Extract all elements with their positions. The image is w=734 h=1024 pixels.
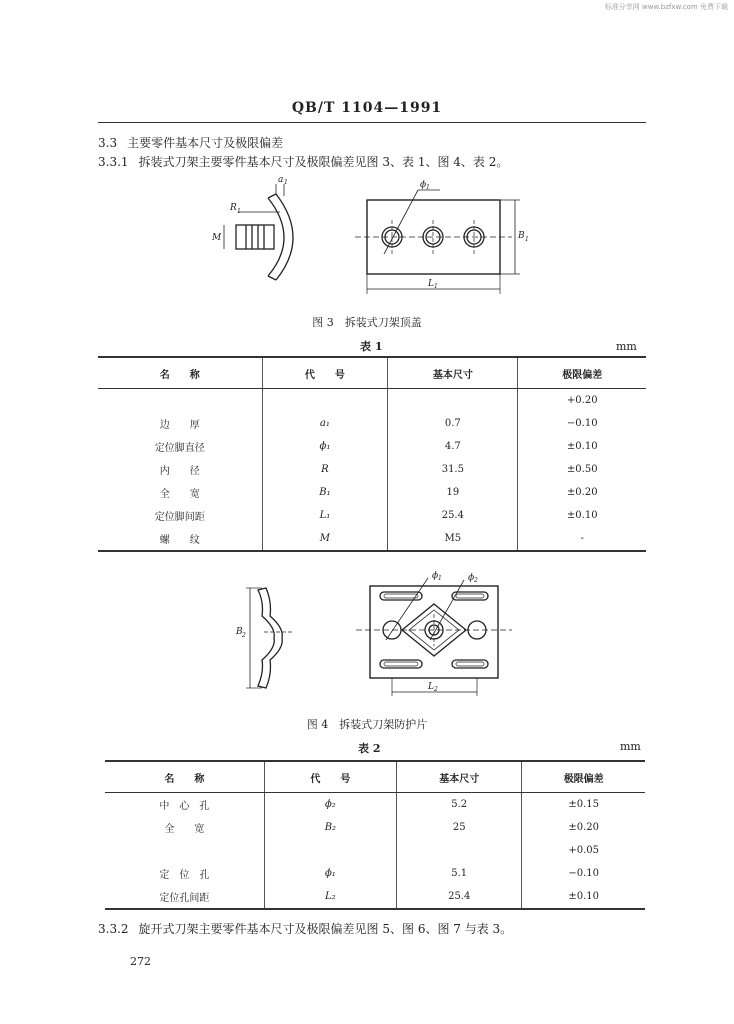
cell-tolerance: +0.05 xyxy=(522,839,645,862)
table-2 xyxy=(105,760,645,910)
cell-basic: 25.4 xyxy=(388,504,518,527)
label-r1-sub: 1 xyxy=(237,208,241,215)
cell-name: 全 宽 xyxy=(159,489,200,500)
cell-code: B₁ xyxy=(262,481,388,504)
table-row xyxy=(98,389,646,413)
table-row xyxy=(98,504,646,527)
label-l2: L xyxy=(428,682,434,692)
table-row xyxy=(105,862,645,885)
label-l1-sub: 1 xyxy=(434,283,438,290)
cell-basic xyxy=(397,839,522,862)
cell-basic: 25 xyxy=(397,816,522,839)
cell-name: 定 位 孔 xyxy=(159,870,210,881)
label-a1-sub: 1 xyxy=(284,179,288,186)
cell-basic xyxy=(388,389,518,413)
label-phi1: ϕ xyxy=(420,180,427,190)
table-row xyxy=(105,839,645,862)
table-header-row xyxy=(105,761,645,793)
cell-code: ϕ₁ xyxy=(264,862,396,885)
section-text: 拆装式刀架主要零件基本尺寸及极限偏差见图 3、表 1、图 4、表 2。 xyxy=(138,155,509,169)
label-l2-sub: 2 xyxy=(434,686,438,693)
label-m: M xyxy=(212,233,222,243)
label-l1: L xyxy=(428,279,434,289)
section-3-3 xyxy=(98,134,283,151)
cell-name xyxy=(105,839,264,862)
figure-3-drawing xyxy=(0,168,734,298)
cell-code: R xyxy=(262,458,388,481)
table-header-row xyxy=(98,357,646,389)
standard-code: QB/T 1104—1991 xyxy=(291,100,443,116)
page-number: 272 xyxy=(130,955,151,968)
cell-code: L₂ xyxy=(264,885,396,909)
cell-name: 定位脚直径 xyxy=(154,443,205,454)
cell-basic: 4.7 xyxy=(388,435,518,458)
cell-name xyxy=(98,389,262,413)
table-row xyxy=(105,885,645,909)
cell-tolerance: - xyxy=(518,527,646,551)
cell-code: L₁ xyxy=(262,504,388,527)
table-row xyxy=(105,793,645,817)
cell-basic: 0.7 xyxy=(388,412,518,435)
label-phi1-sub: 1 xyxy=(438,575,442,582)
table-row xyxy=(98,435,646,458)
col-code-header: 代 号 xyxy=(262,357,388,389)
cell-code xyxy=(262,389,388,413)
label-b2-sub: 2 xyxy=(242,632,246,639)
section-3-3-2 xyxy=(98,920,512,937)
col-tolerance-header: 极限偏差 xyxy=(522,761,645,793)
cell-tolerance: ±0.10 xyxy=(522,885,645,909)
cell-name: 螺 纹 xyxy=(98,527,262,551)
label-r1: R xyxy=(230,203,237,213)
cell-basic: M5 xyxy=(388,527,518,551)
cell-tolerance: −0.10 xyxy=(522,862,645,885)
label-phi2: ϕ xyxy=(468,573,475,583)
label-a1: a xyxy=(278,175,284,185)
cell-name: 内 径 xyxy=(159,466,200,477)
cell-code: a₁ xyxy=(262,412,388,435)
table-row xyxy=(98,527,646,551)
label-phi2-sub: 2 xyxy=(474,577,478,584)
figure-4-caption: 图 4 拆装式刀架防护片 xyxy=(306,718,428,731)
label-b2: B xyxy=(236,627,243,637)
section-number: 3.3 xyxy=(98,136,118,150)
table-row xyxy=(98,481,646,504)
cell-code: ϕ₁ xyxy=(262,435,388,458)
label-b1: B xyxy=(518,231,525,241)
cell-tolerance: ±0.10 xyxy=(518,435,646,458)
label-phi1-sub: 1 xyxy=(426,184,430,191)
cell-basic: 25.4 xyxy=(397,885,522,909)
col-name-header: 名 称 xyxy=(105,761,264,793)
col-basic-header: 基本尺寸 xyxy=(388,357,518,389)
cell-code xyxy=(264,839,396,862)
col-name-header: 名 称 xyxy=(98,357,262,389)
col-code-header: 代 号 xyxy=(264,761,396,793)
header-rule xyxy=(98,122,646,123)
cell-tolerance: ±0.15 xyxy=(522,793,645,817)
cell-basic: 31.5 xyxy=(388,458,518,481)
cell-tolerance: +0.20 xyxy=(518,389,646,413)
cell-code: M xyxy=(262,527,388,551)
figure-3-caption: 图 3 拆装式刀架顶盖 xyxy=(312,316,422,329)
section-number: 3.3.1 xyxy=(98,155,129,169)
cell-tolerance: ±0.20 xyxy=(522,816,645,839)
cell-tolerance: ±0.10 xyxy=(518,504,646,527)
section-text: 旋开式刀架主要零件基本尺寸及极限偏差见图 5、图 6、图 7 与表 3。 xyxy=(138,922,513,936)
table-row xyxy=(98,458,646,481)
cell-name: 全 宽 xyxy=(164,824,205,835)
cell-basic: 19 xyxy=(388,481,518,504)
table-row xyxy=(98,412,646,435)
cell-basic: 5.2 xyxy=(397,793,522,817)
cell-name: 中 心 孔 xyxy=(159,801,210,812)
label-b1-sub: 1 xyxy=(525,236,529,243)
section-number: 3.3.2 xyxy=(98,922,129,936)
cell-name: 定位脚间距 xyxy=(154,512,205,523)
col-basic-header: 基本尺寸 xyxy=(397,761,522,793)
table-1-title: 表 1 xyxy=(360,340,383,353)
cell-tolerance: ±0.50 xyxy=(518,458,646,481)
figure-4-drawing xyxy=(0,568,734,708)
cell-code: ϕ₂ xyxy=(264,793,396,817)
col-tolerance-header: 极限偏差 xyxy=(518,357,646,389)
table-2-title: 表 2 xyxy=(358,742,381,755)
table-row xyxy=(105,816,645,839)
label-phi1: ϕ xyxy=(432,571,439,581)
section-text: 主要零件基本尺寸及极限偏差 xyxy=(127,136,284,150)
cell-basic: 5.1 xyxy=(397,862,522,885)
cell-name: 边 厚 xyxy=(159,420,200,431)
cell-code: B₂ xyxy=(264,816,396,839)
cell-tolerance: ±0.20 xyxy=(518,481,646,504)
table-1-unit: mm xyxy=(616,340,637,353)
table-1 xyxy=(98,356,646,552)
cell-tolerance: −0.10 xyxy=(518,412,646,435)
table-2-unit: mm xyxy=(620,740,641,753)
watermark-text: 标准分享网 www.bzfxw.com 免费下载 xyxy=(604,3,728,11)
cell-name: 定位孔间距 xyxy=(105,885,264,909)
